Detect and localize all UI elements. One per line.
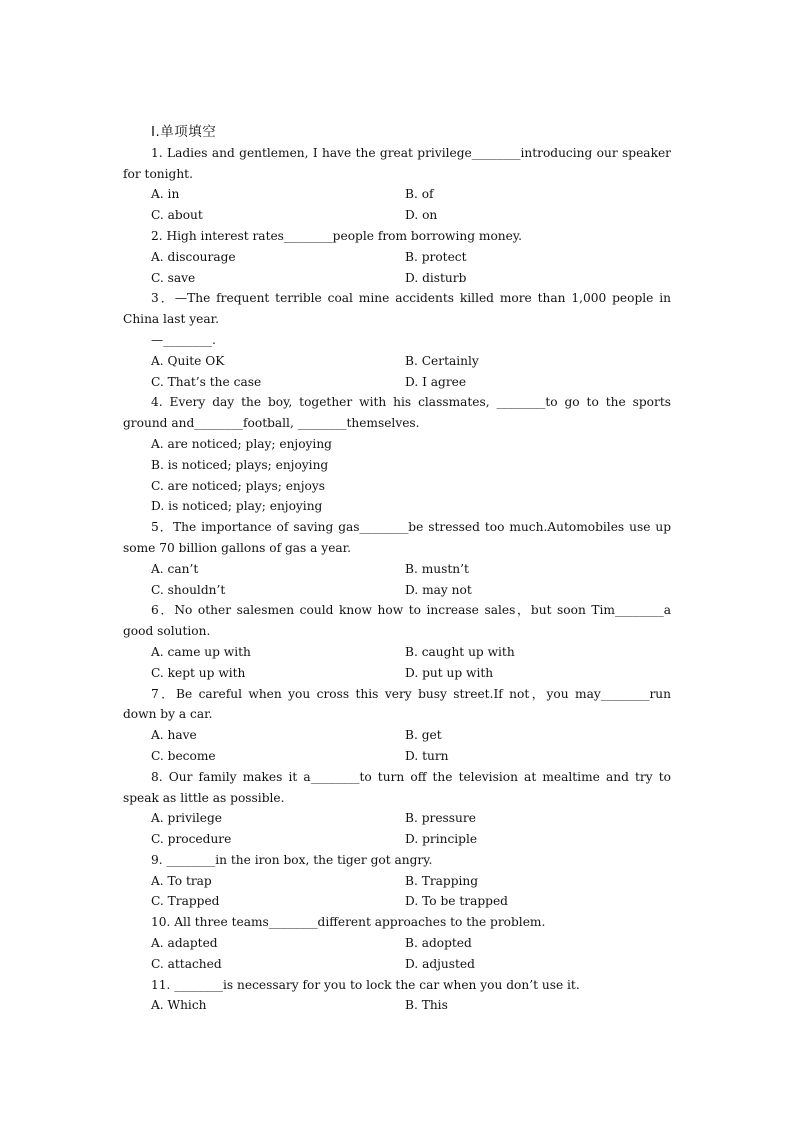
answer-option: A. discourage xyxy=(151,249,236,264)
question-stem: 9. ________in the iron box, the tiger got angry. xyxy=(151,852,433,867)
question-11 xyxy=(123,975,671,1017)
answer-option: A. To trap xyxy=(151,873,212,888)
answer-option: D. turn xyxy=(405,748,449,763)
answer-option: B. Trapping xyxy=(405,873,479,888)
answer-option: C. attached xyxy=(151,956,222,971)
answer-option: C. kept up with xyxy=(151,665,246,680)
option-row xyxy=(123,663,671,684)
question-stem: 11. ________is necessary for you to lock the car when you don’t use it. xyxy=(151,977,580,992)
option-row xyxy=(123,725,671,746)
answer-option: B. This xyxy=(405,998,448,1013)
question-2 xyxy=(123,226,671,288)
option-row xyxy=(123,351,671,372)
option-row xyxy=(123,372,671,393)
answer-option: C. are noticed; plays; enjoys xyxy=(151,478,326,493)
answer-option: B. caught up with xyxy=(405,644,515,659)
question-9 xyxy=(123,850,671,912)
option-row xyxy=(123,954,671,975)
option-row xyxy=(123,808,671,829)
answer-option: D. I agree xyxy=(405,374,467,389)
answer-option: D. disturb xyxy=(405,270,467,285)
answer-option: B. Certainly xyxy=(405,353,479,368)
option-row xyxy=(123,995,671,1016)
answer-option: B. get xyxy=(405,728,442,743)
question-stem: 7．Be careful when you cross this very busy street.If not，you may________run down by a car. xyxy=(123,686,671,722)
answer-option: C. That’s the case xyxy=(151,374,262,389)
answer-option: B. of xyxy=(405,187,434,202)
answer-option: B. pressure xyxy=(405,811,476,826)
answer-option: B. adopted xyxy=(405,936,472,951)
option-row xyxy=(123,871,671,892)
question-1 xyxy=(123,143,671,226)
answer-option: C. shouldn’t xyxy=(151,582,226,597)
answer-option: A. adapted xyxy=(151,936,218,951)
answer-option: C. Trapped xyxy=(151,894,220,909)
question-stem: 10. All three teams________different approaches to the problem. xyxy=(151,915,546,930)
answer-option: C. procedure xyxy=(151,832,232,847)
question-stem: 6．No other salesmen could know how to increase sales，but soon Tim________a good solution. xyxy=(123,603,671,639)
answer-option: A. Which xyxy=(151,998,207,1013)
option-row xyxy=(123,642,671,663)
answer-option: A. can’t xyxy=(151,561,199,576)
option-row xyxy=(123,559,671,580)
answer-option: A. came up with xyxy=(151,644,251,659)
question-3 xyxy=(123,288,671,392)
question-stem: 3．—The frequent terrible coal mine accidents killed more than 1,000 people in China last year. xyxy=(123,291,671,327)
question-8 xyxy=(123,767,671,850)
question-stem: 4. Every day the boy, together with his classmates, ________to go to the sports ground and________football, ________themselves. xyxy=(123,395,671,431)
answer-option: A. privilege xyxy=(151,811,222,826)
question-stem: 1. Ladies and gentlemen, I have the great privilege________introducing our speaker for tonight. xyxy=(123,145,671,181)
section-title: Ⅰ.单项填空 xyxy=(151,124,217,140)
question-7 xyxy=(123,684,671,767)
question-stem: 2. High interest rates________people from borrowing money. xyxy=(151,228,523,243)
question-stem: 8. Our family makes it a________to turn off the television at mealtime and try to speak as little as possible. xyxy=(123,769,671,805)
option-row xyxy=(123,891,671,912)
answer-option: D. may not xyxy=(405,582,472,597)
option-row xyxy=(123,933,671,954)
question-10 xyxy=(123,912,671,974)
answer-option: D. adjusted xyxy=(405,956,475,971)
answer-option: B. is noticed; plays; enjoying xyxy=(151,457,329,472)
answer-option: A. in xyxy=(151,187,180,202)
answer-option: D. principle xyxy=(405,832,478,847)
answer-option: D. put up with xyxy=(405,665,494,680)
worksheet xyxy=(123,122,671,1016)
question-6 xyxy=(123,600,671,683)
option-row xyxy=(123,580,671,601)
dialogue-reply: —________. xyxy=(151,332,216,347)
question-list xyxy=(123,143,671,1016)
option-row xyxy=(123,247,671,268)
answer-option: D. on xyxy=(405,208,438,223)
answer-option: B. mustn’t xyxy=(405,561,469,576)
option-row xyxy=(123,184,671,205)
question-stem: 5．The importance of saving gas________be stressed too much.Automobiles use up some 70 billion gallons of gas a year. xyxy=(123,520,671,555)
answer-option: A. are noticed; play; enjoying xyxy=(151,436,332,451)
option-row xyxy=(123,268,671,289)
answer-option: B. protect xyxy=(405,249,467,264)
question-4 xyxy=(123,392,671,517)
answer-option: D. To be trapped xyxy=(405,894,508,909)
answer-option: C. become xyxy=(151,748,216,763)
option-row xyxy=(123,205,671,226)
question-5 xyxy=(123,517,671,600)
answer-option: A. Quite OK xyxy=(151,353,225,368)
answer-option: D. is noticed; play; enjoying xyxy=(151,499,323,514)
answer-option: C. save xyxy=(151,270,196,285)
answer-option: C. about xyxy=(151,208,203,223)
answer-option: A. have xyxy=(151,728,197,743)
option-row xyxy=(123,746,671,767)
option-row xyxy=(123,829,671,850)
